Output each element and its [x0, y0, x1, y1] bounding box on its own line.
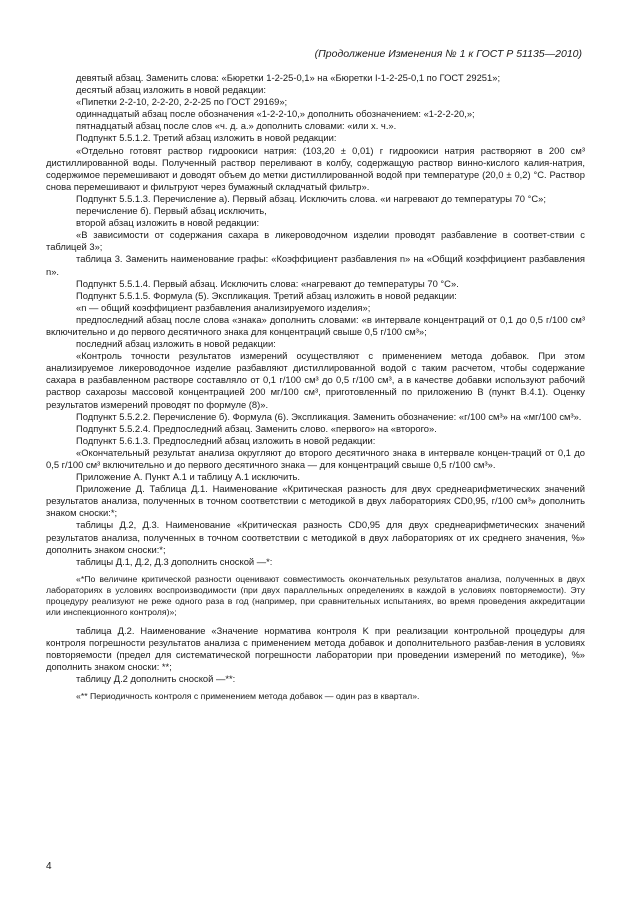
paragraph: «n — общий коэффициент разбавления анализируемого изделия»; — [76, 301, 371, 313]
paragraph: Подпункт 5.5.2.4. Предпоследний абзац. Заменить слово. «первого» на «второго». — [76, 422, 437, 434]
paragraph: Подпункт 5.6.1.3. Предпоследний абзац изложить в новой редакции: — [76, 434, 376, 446]
paragraph: Подпункт 5.5.1.3. Перечисление а). Первый абзац. Исключить слова. «и нагревают до температуры 70 °С»; — [76, 192, 546, 204]
paragraph: «В зависимости от содержания сахара в ликероводочном изделии проводят разбавление в соответ-ствии с таблицей 3»; — [46, 229, 585, 253]
paragraph: таблица 3. Заменить наименование графы: «Коэффициент разбавления n» на «Общий коэффициент разбавления n». — [46, 253, 585, 277]
paragraph: таблицы Д.2, Д.3. Наименование «Критическая разность CD0,95 для двух среднеарифметических значений результатов анализа, полученных в точном соответствии с методикой в двух лабораториях от их среднего значения, %» дополнить знаком сноски:*; — [46, 519, 585, 555]
paragraph: таблицу Д.2 дополнить сноской —**: — [76, 673, 236, 685]
paragraph: одиннадцатый абзац после обозначения «1-2-2-10,» дополнить обозначением: «1-2-2-20,»; — [76, 108, 475, 120]
paragraph: Подпункт 5.5.1.2. Третий абзац изложить в новой редакции: — [76, 132, 337, 144]
paragraph: таблицы Д.1, Д.2, Д.3 дополнить сноской —*: — [76, 555, 273, 567]
paragraph: Подпункт 5.5.2.2. Перечисление б). Формула (6). Экспликация. Заменить обозначение: «г/100 см³» на «мг/100 см³». — [76, 410, 582, 422]
paragraph: второй абзац изложить в новой редакции: — [76, 217, 260, 229]
footnote-text: «** Периодичность контроля с применением метода добавок — один раз в квартал». — [76, 691, 420, 702]
footnote-text: «*По величине критической разности оценивают совместимость окончательных результатов анализа, полученных в двух лабораториях в условиях воспроизводимости (при двух параллельных определениях в каждой в условиях повторяемости). Эту процедуру реализуют не реже одного раза в год (например, при сравнительных испытаниях, во время проведения аккредитации или инспекционного контроля)»; — [46, 573, 585, 618]
paragraph: последний абзац изложить в новой редакции: — [76, 338, 276, 350]
paragraph: предпоследний абзац после слова «знака» дополнить словами: «в интервале концентраций от 0,1 до 0,5 г/100 см³ включительно и до первого десятичного знака для концентраций свыше 0,5 г/100 см³»; — [46, 313, 585, 337]
paragraph: Приложение А. Пункт А.1 и таблицу А.1 исключить. — [76, 471, 301, 483]
page-number: 4 — [46, 861, 52, 872]
paragraph: Подпункт 5.5.1.5. Формула (5). Экспликация. Третий абзац изложить в новой редакции: — [76, 289, 457, 301]
paragraph: десятый абзац изложить в новой редакции: — [76, 84, 266, 96]
paragraph: таблица Д.2. Наименование «Значение норматива контроля K при реализации контрольной процедуры для контроля погрешности результатов анализа с применением метода добавок и дополнительного разбав-ления в условиях повторяемости (предел для систематической погрешности лаборатории при проведении измерений по методике), %» дополнить знаком сноски: **; — [46, 624, 585, 672]
document-body — [46, 72, 585, 702]
paragraph: «Отдельно готовят раствор гидроокиси натрия: (103,20 ± 0,01) г гидроокиси натрия растворяют в 200 см³ дистиллированной воды. Полученный раствор переливают в колбу, содержащую раствор винно-кислого калия-натрия, содержимое перемешивают и доводят объем до метки дистиллированной водой при температуре (20,0 ± 0,2) °С. Раствор снова перемешивают и фильтруют через бумажный складчатый фильтр». — [46, 144, 585, 192]
paragraph: девятый абзац. Заменить слова: «Бюретки 1-2-25-0,1» на «Бюретки I-1-2-25-0,1 по ГОСТ 29251»; — [76, 72, 501, 83]
paragraph: перечисление б). Первый абзац исключить, — [76, 205, 267, 217]
paragraph: Подпункт 5.5.1.4. Первый абзац. Исключить слова: «нагревают до температуры 70 °С». — [76, 277, 459, 289]
paragraph: «Пипетки 2-2-10, 2-2-20, 2-2-25 по ГОСТ 29169»; — [76, 96, 288, 108]
paragraph: Приложение Д. Таблица Д.1. Наименование «Критическая разность для двух среднеарифметических значений результатов анализа, полученных в точном соответствии с методикой в двух лабораториях CD0,95, г/100 см³» дополнить знаком сноски:*; — [46, 483, 585, 519]
page-header: (Продолжение Изменения № 1 к ГОСТ Р 51135—2010) — [314, 48, 582, 60]
paragraph: «Окончательный результат анализа округляют до второго десятичного знака в интервале концен-траций от 0,1 до 0,5 г/100 см³ включительно и до первого десятичного знака — для концентраций свыше 0,5 г/100 см³». — [46, 446, 585, 470]
paragraph: «Контроль точности результатов измерений осуществляют с применением метода добавок. При этом анализируемое ликероводочное изделие разбавляют дистиллированной водой с таким расчетом, чтобы содержание сахара в разбавленном растворе составляло от 0,1 г/100 см³ до 0,5 г/100 см³, а в качестве добавки используют рабочий раствор сахарозы массовой концентрацией 200 мг/100 см³, приготовленный по приложению В (пункт В.4.1). Оценку результатов измерений проводят по формуле (8)». — [46, 350, 585, 410]
paragraph: пятнадцатый абзац после слов «ч. д. а.» дополнить словами: «или х. ч.». — [76, 120, 397, 132]
